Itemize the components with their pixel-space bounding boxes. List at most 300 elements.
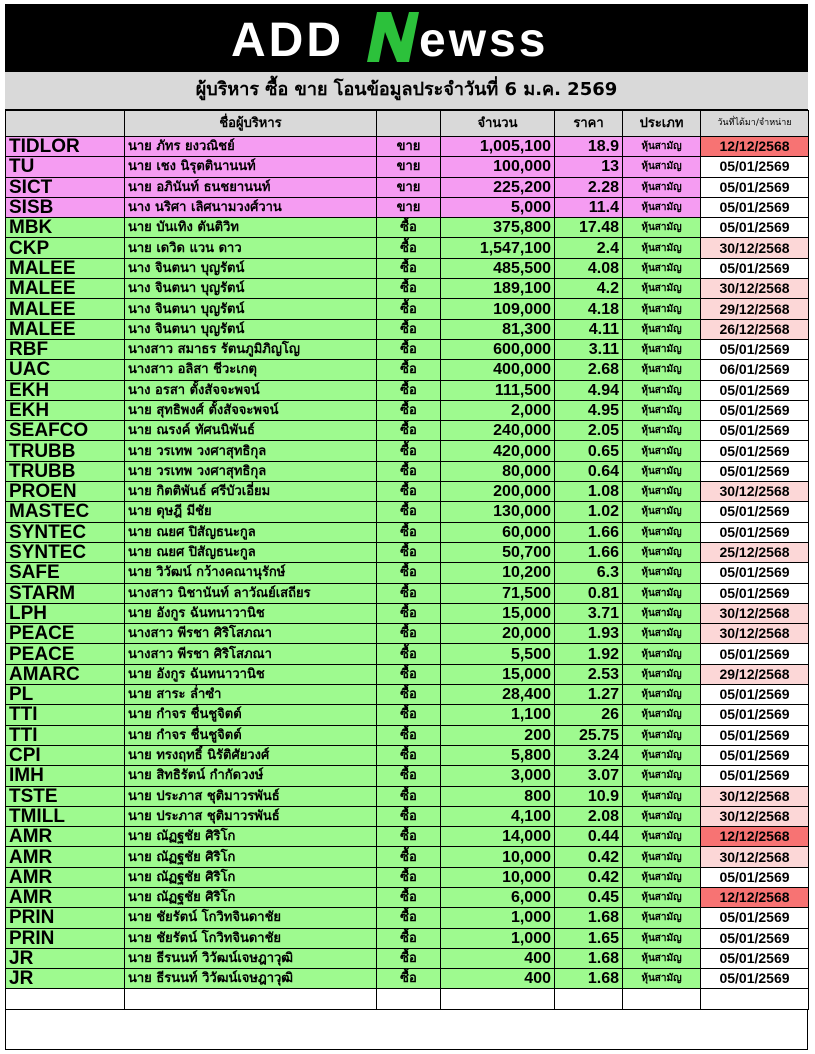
table-row — [6, 258, 809, 278]
manager-name-cell: นาย สุทธิพงศ์ ตั้งสัจจะพจน์ — [125, 400, 377, 420]
table-row — [6, 928, 809, 948]
table-row — [6, 563, 809, 583]
symbol-cell: EKH — [6, 380, 125, 400]
manager-name-cell: นาย ทรงฤทธิ์ นิรัติศัยวงศ์ — [125, 745, 377, 765]
table-row — [6, 421, 809, 441]
share-type-cell: หุ้นสามัญ — [623, 380, 701, 400]
date-cell: 05/01/2569 — [701, 583, 809, 603]
share-type-cell: หุ้นสามัญ — [623, 847, 701, 867]
action-cell: ซื้อ — [377, 238, 441, 258]
price-cell: 11.4 — [555, 197, 623, 217]
price-cell: 18.9 — [555, 137, 623, 157]
date-cell: 05/01/2569 — [701, 177, 809, 197]
price-cell: 2.05 — [555, 421, 623, 441]
price-cell: 1.68 — [555, 908, 623, 928]
date-cell: 26/12/2568 — [701, 319, 809, 339]
col-name: ชื่อผู้บริหาร — [125, 111, 377, 137]
manager-name-cell: นาย อภินันท์ ธนชยานนท์ — [125, 177, 377, 197]
date-cell: 30/12/2568 — [701, 238, 809, 258]
share-type-cell: หุ้นสามัญ — [623, 766, 701, 786]
date-cell: 30/12/2568 — [701, 279, 809, 299]
symbol-cell: PL — [6, 685, 125, 705]
date-cell: 05/01/2569 — [701, 685, 809, 705]
manager-name-cell: นาย วรเทพ วงศาสุทธิกุล — [125, 441, 377, 461]
table-row — [6, 806, 809, 826]
symbol-cell: EKH — [6, 400, 125, 420]
manager-name-cell: นาย ชัยรัตน์ โกวิทจินดาชัย — [125, 928, 377, 948]
manager-name-cell: นางสาว อลิสา ชีวะเกตุ — [125, 360, 377, 380]
share-type-cell: หุ้นสามัญ — [623, 685, 701, 705]
share-type-cell: หุ้นสามัญ — [623, 745, 701, 765]
manager-name-cell: นางสาว สมาธร รัตนภูมิภิญโญ — [125, 339, 377, 359]
price-cell: 2.53 — [555, 664, 623, 684]
quantity-cell: 1,100 — [441, 705, 555, 725]
table-row — [6, 522, 809, 542]
date-cell: 29/12/2568 — [701, 299, 809, 319]
price-cell: 0.44 — [555, 827, 623, 847]
action-cell: ขาย — [377, 197, 441, 217]
table-row-empty — [6, 989, 809, 1009]
table-row — [6, 441, 809, 461]
table-body — [6, 137, 809, 1010]
price-cell: 1.65 — [555, 928, 623, 948]
manager-name-cell: นาย ชัยรัตน์ โกวิทจินดาชัย — [125, 908, 377, 928]
date-cell: 05/01/2569 — [701, 705, 809, 725]
share-type-cell: หุ้นสามัญ — [623, 664, 701, 684]
price-cell: 0.42 — [555, 867, 623, 887]
empty-cell — [623, 989, 701, 1009]
quantity-cell: 10,000 — [441, 847, 555, 867]
action-cell: ซื้อ — [377, 603, 441, 623]
price-cell: 0.81 — [555, 583, 623, 603]
quantity-cell: 5,800 — [441, 745, 555, 765]
date-cell: 30/12/2568 — [701, 624, 809, 644]
manager-name-cell: นาย ณัฏฐชัย ศิริโก — [125, 847, 377, 867]
manager-name-cell: นาย ดุษฎี มีชัย — [125, 502, 377, 522]
quantity-cell: 50,700 — [441, 542, 555, 562]
symbol-cell: PEACE — [6, 624, 125, 644]
col-symbol — [6, 111, 125, 137]
action-cell: ซื้อ — [377, 766, 441, 786]
logo-text-right: ewss — [419, 14, 549, 67]
action-cell: ซื้อ — [377, 563, 441, 583]
price-cell: 3.24 — [555, 745, 623, 765]
manager-name-cell: นาย ณัฏฐชัย ศิริโก — [125, 867, 377, 887]
symbol-cell: CPI — [6, 745, 125, 765]
manager-name-cell: นาย ณัฏฐชัย ศิริโก — [125, 827, 377, 847]
date-cell: 12/12/2568 — [701, 887, 809, 907]
manager-name-cell: นาย วรเทพ วงศาสุทธิกุล — [125, 461, 377, 481]
share-type-cell: หุ้นสามัญ — [623, 218, 701, 238]
price-cell: 13 — [555, 157, 623, 177]
symbol-cell: CKP — [6, 238, 125, 258]
symbol-cell: PRIN — [6, 908, 125, 928]
logo-n-icon — [367, 12, 419, 62]
manager-name-cell: นาง จินตนา บุญรัตน์ — [125, 319, 377, 339]
date-cell: 05/01/2569 — [701, 948, 809, 968]
price-cell: 0.45 — [555, 887, 623, 907]
price-cell: 4.18 — [555, 299, 623, 319]
share-type-cell: หุ้นสามัญ — [623, 502, 701, 522]
share-type-cell: หุ้นสามัญ — [623, 908, 701, 928]
table-row — [6, 502, 809, 522]
manager-name-cell: นาย ณยศ ปิสัญธนะกูล — [125, 522, 377, 542]
date-cell: 12/12/2568 — [701, 137, 809, 157]
manager-name-cell: นาย สิทธิรัตน์ กำกัดวงษ์ — [125, 766, 377, 786]
table-row — [6, 218, 809, 238]
action-cell: ซื้อ — [377, 685, 441, 705]
quantity-cell: 420,000 — [441, 441, 555, 461]
price-cell: 17.48 — [555, 218, 623, 238]
price-cell: 2.08 — [555, 806, 623, 826]
symbol-cell: MALEE — [6, 279, 125, 299]
action-cell: ขาย — [377, 137, 441, 157]
date-cell: 30/12/2568 — [701, 603, 809, 623]
table-row — [6, 400, 809, 420]
quantity-cell: 10,200 — [441, 563, 555, 583]
symbol-cell: STARM — [6, 583, 125, 603]
price-cell: 4.94 — [555, 380, 623, 400]
share-type-cell: หุ้นสามัญ — [623, 197, 701, 217]
table-row — [6, 360, 809, 380]
symbol-cell: AMR — [6, 867, 125, 887]
action-cell: ซื้อ — [377, 867, 441, 887]
date-cell: 05/01/2569 — [701, 461, 809, 481]
table-row — [6, 644, 809, 664]
table-header-row — [6, 111, 809, 137]
symbol-cell: PROEN — [6, 482, 125, 502]
date-cell: 30/12/2568 — [701, 806, 809, 826]
share-type-cell: หุ้นสามัญ — [623, 137, 701, 157]
price-cell: 0.65 — [555, 441, 623, 461]
action-cell: ซื้อ — [377, 827, 441, 847]
symbol-cell: AMARC — [6, 664, 125, 684]
share-type-cell: หุ้นสามัญ — [623, 441, 701, 461]
price-cell: 1.92 — [555, 644, 623, 664]
empty-cell — [6, 989, 125, 1009]
quantity-cell: 200,000 — [441, 482, 555, 502]
date-cell: 05/01/2569 — [701, 339, 809, 359]
table-row — [6, 766, 809, 786]
manager-name-cell: นาย อังกูร ฉันทนาวานิช — [125, 664, 377, 684]
quantity-cell: 71,500 — [441, 583, 555, 603]
price-cell: 3.71 — [555, 603, 623, 623]
symbol-cell: SICT — [6, 177, 125, 197]
action-cell: ซื้อ — [377, 502, 441, 522]
table-row — [6, 583, 809, 603]
brand-logo — [5, 4, 808, 72]
symbol-cell: SYNTEC — [6, 522, 125, 542]
share-type-cell: หุ้นสามัญ — [623, 238, 701, 258]
action-cell: ซื้อ — [377, 969, 441, 989]
share-type-cell: หุ้นสามัญ — [623, 624, 701, 644]
symbol-cell: MASTEC — [6, 502, 125, 522]
share-type-cell: หุ้นสามัญ — [623, 583, 701, 603]
symbol-cell: PRIN — [6, 928, 125, 948]
action-cell: ซื้อ — [377, 725, 441, 745]
price-cell: 1.08 — [555, 482, 623, 502]
quantity-cell: 1,000 — [441, 928, 555, 948]
share-type-cell: หุ้นสามัญ — [623, 299, 701, 319]
manager-name-cell: นาง จินตนา บุญรัตน์ — [125, 258, 377, 278]
manager-name-cell: นาง อรสา ตั้งสัจจะพจน์ — [125, 380, 377, 400]
table-row — [6, 482, 809, 502]
quantity-cell: 1,000 — [441, 908, 555, 928]
logo-text-left: ADD — [231, 14, 344, 67]
action-cell: ซื้อ — [377, 421, 441, 441]
symbol-cell: MBK — [6, 218, 125, 238]
share-type-cell: หุ้นสามัญ — [623, 157, 701, 177]
manager-name-cell: นางสาว นิชานันท์ ลาวัณย์เสถียร — [125, 583, 377, 603]
quantity-cell: 5,000 — [441, 197, 555, 217]
share-type-cell: หุ้นสามัญ — [623, 969, 701, 989]
price-cell: 6.3 — [555, 563, 623, 583]
quantity-cell: 375,800 — [441, 218, 555, 238]
quantity-cell: 400 — [441, 969, 555, 989]
manager-name-cell: นาย กำจร ชื่นชูจิตต์ — [125, 705, 377, 725]
share-type-cell: หุ้นสามัญ — [623, 644, 701, 664]
quantity-cell: 600,000 — [441, 339, 555, 359]
table-row — [6, 238, 809, 258]
date-cell: 05/01/2569 — [701, 766, 809, 786]
quantity-cell: 3,000 — [441, 766, 555, 786]
quantity-cell: 800 — [441, 786, 555, 806]
table-row — [6, 745, 809, 765]
symbol-cell: SISB — [6, 197, 125, 217]
symbol-cell: LPH — [6, 603, 125, 623]
symbol-cell: UAC — [6, 360, 125, 380]
manager-name-cell: นาย กำจร ชื่นชูจิตต์ — [125, 725, 377, 745]
share-type-cell: หุ้นสามัญ — [623, 563, 701, 583]
table-row — [6, 137, 809, 157]
table-row — [6, 664, 809, 684]
action-cell: ซื้อ — [377, 258, 441, 278]
symbol-cell: AMR — [6, 827, 125, 847]
share-type-cell: หุ้นสามัญ — [623, 319, 701, 339]
quantity-cell: 5,500 — [441, 644, 555, 664]
quantity-cell: 80,000 — [441, 461, 555, 481]
action-cell: ซื้อ — [377, 461, 441, 481]
symbol-cell: SYNTEC — [6, 542, 125, 562]
quantity-cell: 111,500 — [441, 380, 555, 400]
share-type-cell: หุ้นสามัญ — [623, 360, 701, 380]
action-cell: ซื้อ — [377, 319, 441, 339]
quantity-cell: 240,000 — [441, 421, 555, 441]
table-row — [6, 948, 809, 968]
date-cell: 05/01/2569 — [701, 421, 809, 441]
date-cell: 30/12/2568 — [701, 786, 809, 806]
action-cell: ขาย — [377, 177, 441, 197]
share-type-cell: หุ้นสามัญ — [623, 867, 701, 887]
symbol-cell: TRUBB — [6, 441, 125, 461]
manager-name-cell: นาย ธีรนนท์ วิวัฒน์เจษฎาวุฒิ — [125, 969, 377, 989]
manager-name-cell: นาย วิวัฒน์ กว้างคณานุรักษ์ — [125, 563, 377, 583]
manager-name-cell: นาย ณรงค์ ทัศนนิพันธ์ — [125, 421, 377, 441]
date-cell: 25/12/2568 — [701, 542, 809, 562]
table-row — [6, 867, 809, 887]
price-cell: 3.11 — [555, 339, 623, 359]
action-cell: ซื้อ — [377, 522, 441, 542]
col-type: ประเภท — [623, 111, 701, 137]
share-type-cell: หุ้นสามัญ — [623, 258, 701, 278]
symbol-cell: AMR — [6, 887, 125, 907]
quantity-cell: 60,000 — [441, 522, 555, 542]
quantity-cell: 225,200 — [441, 177, 555, 197]
date-cell: 06/01/2569 — [701, 360, 809, 380]
date-cell: 05/01/2569 — [701, 725, 809, 745]
price-cell: 25.75 — [555, 725, 623, 745]
table-row — [6, 380, 809, 400]
empty-cell — [125, 989, 377, 1009]
date-cell: 05/01/2569 — [701, 441, 809, 461]
date-cell: 30/12/2568 — [701, 482, 809, 502]
action-cell: ซื้อ — [377, 441, 441, 461]
symbol-cell: RBF — [6, 339, 125, 359]
quantity-cell: 130,000 — [441, 502, 555, 522]
symbol-cell: TMILL — [6, 806, 125, 826]
date-cell: 05/01/2569 — [701, 644, 809, 664]
price-cell: 3.07 — [555, 766, 623, 786]
action-cell: ซื้อ — [377, 482, 441, 502]
table-row — [6, 339, 809, 359]
symbol-cell: MALEE — [6, 258, 125, 278]
price-cell: 2.4 — [555, 238, 623, 258]
quantity-cell: 400,000 — [441, 360, 555, 380]
empty-cell — [441, 989, 555, 1009]
symbol-cell: SAFE — [6, 563, 125, 583]
date-cell: 30/12/2568 — [701, 847, 809, 867]
quantity-cell: 10,000 — [441, 867, 555, 887]
symbol-cell: TRUBB — [6, 461, 125, 481]
action-cell: ซื้อ — [377, 847, 441, 867]
quantity-cell: 15,000 — [441, 603, 555, 623]
symbol-cell: TSTE — [6, 786, 125, 806]
action-cell: ซื้อ — [377, 806, 441, 826]
col-action — [377, 111, 441, 137]
table-row — [6, 685, 809, 705]
symbol-cell: MALEE — [6, 299, 125, 319]
quantity-cell: 6,000 — [441, 887, 555, 907]
table-row — [6, 279, 809, 299]
price-cell: 2.68 — [555, 360, 623, 380]
symbol-cell: MALEE — [6, 319, 125, 339]
quantity-cell: 400 — [441, 948, 555, 968]
price-cell: 0.42 — [555, 847, 623, 867]
symbol-cell: TIDLOR — [6, 137, 125, 157]
share-type-cell: หุ้นสามัญ — [623, 725, 701, 745]
manager-name-cell: นาย สาระ ล่ำซำ — [125, 685, 377, 705]
action-cell: ซื้อ — [377, 786, 441, 806]
action-cell: ซื้อ — [377, 624, 441, 644]
symbol-cell: TTI — [6, 705, 125, 725]
date-cell: 05/01/2569 — [701, 380, 809, 400]
action-cell: ซื้อ — [377, 928, 441, 948]
manager-name-cell: นาย ประภาส ชุติมาวรพันธ์ — [125, 786, 377, 806]
table-row — [6, 624, 809, 644]
manager-name-cell: นาง จินตนา บุญรัตน์ — [125, 299, 377, 319]
symbol-cell: IMH — [6, 766, 125, 786]
manager-name-cell: นาย กิตติพันธ์ ศรีบัวเอี่ยม — [125, 482, 377, 502]
action-cell: ซื้อ — [377, 542, 441, 562]
quantity-cell: 1,005,100 — [441, 137, 555, 157]
date-cell: 05/01/2569 — [701, 502, 809, 522]
table-row — [6, 461, 809, 481]
share-type-cell: หุ้นสามัญ — [623, 339, 701, 359]
manager-name-cell: นาย อังกูร ฉันทนาวานิช — [125, 603, 377, 623]
price-cell: 1.27 — [555, 685, 623, 705]
price-cell: 1.68 — [555, 969, 623, 989]
date-cell: 29/12/2568 — [701, 664, 809, 684]
page-title: ผู้บริหาร ซื้อ ขาย โอนข้อมูลประจำวันที่ 6 ม.ค. 2569 — [5, 72, 808, 110]
quantity-cell: 100,000 — [441, 157, 555, 177]
action-cell: ซื้อ — [377, 380, 441, 400]
date-cell: 05/01/2569 — [701, 563, 809, 583]
empty-cell — [701, 989, 809, 1009]
quantity-cell: 1,547,100 — [441, 238, 555, 258]
table-row — [6, 177, 809, 197]
action-cell: ซื้อ — [377, 887, 441, 907]
manager-name-cell: นาย ณัฏฐชัย ศิริโก — [125, 887, 377, 907]
table-row — [6, 705, 809, 725]
date-cell: 12/12/2568 — [701, 827, 809, 847]
quantity-cell: 28,400 — [441, 685, 555, 705]
action-cell: ซื้อ — [377, 279, 441, 299]
date-cell: 05/01/2569 — [701, 522, 809, 542]
quantity-cell: 200 — [441, 725, 555, 745]
quantity-cell: 15,000 — [441, 664, 555, 684]
table-row — [6, 969, 809, 989]
insider-trades-table — [5, 110, 809, 1010]
empty-cell — [377, 989, 441, 1009]
brand-banner — [5, 4, 808, 72]
action-cell: ซื้อ — [377, 908, 441, 928]
price-cell: 2.28 — [555, 177, 623, 197]
manager-name-cell: นาย ประภาส ชุติมาวรพันธ์ — [125, 806, 377, 826]
share-type-cell: หุ้นสามัญ — [623, 705, 701, 725]
share-type-cell: หุ้นสามัญ — [623, 279, 701, 299]
action-cell: ซื้อ — [377, 948, 441, 968]
action-cell: ซื้อ — [377, 705, 441, 725]
date-cell: 05/01/2569 — [701, 400, 809, 420]
price-cell: 1.02 — [555, 502, 623, 522]
date-cell: 05/01/2569 — [701, 745, 809, 765]
share-type-cell: หุ้นสามัญ — [623, 827, 701, 847]
table-row — [6, 542, 809, 562]
col-price: ราคา — [555, 111, 623, 137]
share-type-cell: หุ้นสามัญ — [623, 603, 701, 623]
date-cell: 05/01/2569 — [701, 928, 809, 948]
table-row — [6, 157, 809, 177]
price-cell: 10.9 — [555, 786, 623, 806]
price-cell: 1.66 — [555, 542, 623, 562]
share-type-cell: หุ้นสามัญ — [623, 948, 701, 968]
symbol-cell: TU — [6, 157, 125, 177]
symbol-cell: JR — [6, 969, 125, 989]
table-row — [6, 887, 809, 907]
action-cell: ซื้อ — [377, 644, 441, 664]
share-type-cell: หุ้นสามัญ — [623, 421, 701, 441]
table-row — [6, 847, 809, 867]
quantity-cell: 109,000 — [441, 299, 555, 319]
action-cell: ซื้อ — [377, 400, 441, 420]
empty-cell — [555, 989, 623, 1009]
action-cell: ซื้อ — [377, 664, 441, 684]
table-row — [6, 299, 809, 319]
price-cell: 26 — [555, 705, 623, 725]
table-row — [6, 827, 809, 847]
table-row — [6, 908, 809, 928]
share-type-cell: หุ้นสามัญ — [623, 461, 701, 481]
